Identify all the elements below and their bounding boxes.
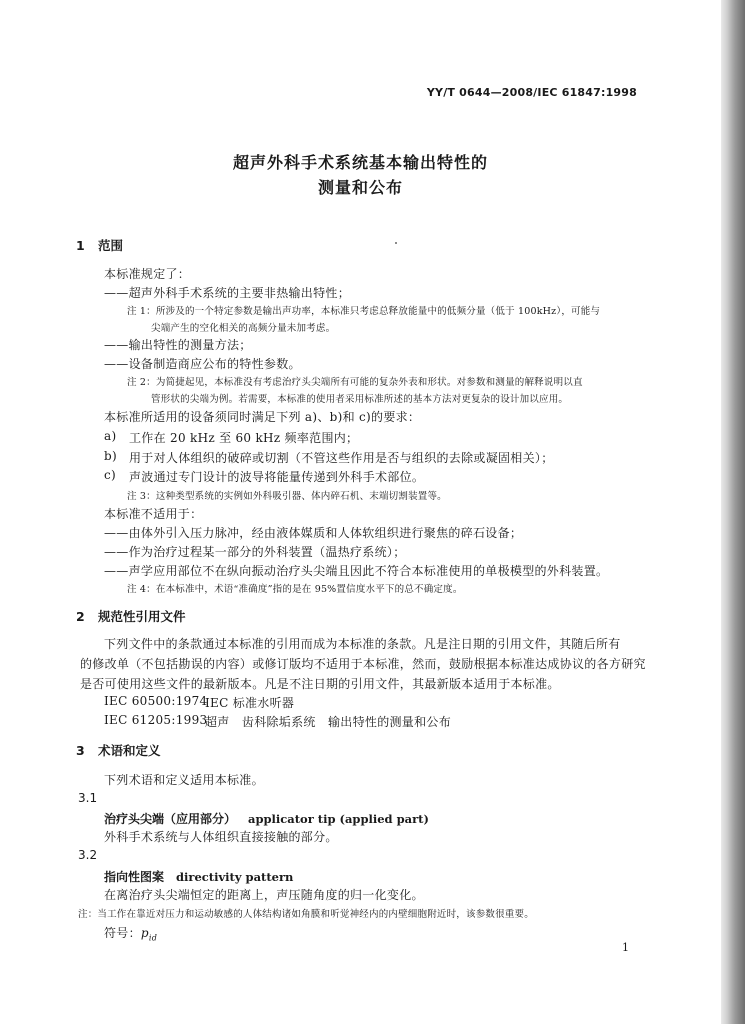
term-chinese: 指向性图案	[104, 870, 165, 884]
reference-title: IEC 标准水听器	[205, 696, 295, 710]
term-entry	[104, 866, 293, 885]
list-item: 声波通过专门设计的波导将能量传递到外科手术部位。	[129, 470, 425, 484]
paragraph: 本标准所适用的设备须同时满足下列 a)、b)和 c)的要求：	[104, 410, 421, 424]
list-item: ——声学应用部位不在纵向振动治疗头尖端且因此不符合本标准使用的单极模型的外科装置。	[104, 564, 609, 578]
page-number: 1	[622, 941, 629, 954]
list-label: c)	[104, 468, 117, 482]
clause-number: 3.2	[78, 848, 98, 862]
paragraph-line: 是否可使用这些文件的最新版本。凡是不注日期的引用文件，其最新版本适用于本标准。	[80, 677, 560, 691]
reference-code: IEC 60500:1974	[104, 694, 208, 708]
section-title: 范围	[98, 238, 124, 253]
paragraph-line: 的修改单（不包括勘误的内容）或修订版均不适用于本标准，然而，鼓励根据本标准达成协议的各方研究	[80, 657, 646, 671]
section-1-heading	[76, 236, 123, 254]
note-text: 注 2：为简捷起见，本标准没有考虑治疗头尖端所有可能的复杂外表和形状。对参数和测量的解释说明以直	[127, 377, 583, 388]
note-text: 注 1：所涉及的一个特定参数是输出声功率，本标准只考虑总释放能量中的低频分量（低于 100kHz），可能与	[127, 306, 601, 317]
list-item: ——设备制造商应公布的特性参数。	[104, 357, 301, 371]
symbol: p	[140, 926, 149, 940]
term-english: applicator tip (applied part)	[248, 812, 429, 826]
list-item: ——由体外引入压力脉冲，经由液体媒质和人体软组织进行聚焦的碎石设备；	[104, 526, 523, 540]
symbol-subscript: id	[148, 933, 158, 943]
section-title: 术语和定义	[98, 743, 161, 758]
term-english: directivity pattern	[176, 870, 294, 884]
term-entry	[104, 808, 429, 827]
note-text: 管形状的尖端为例。若需要，本标准的使用者采用标准所述的基本方法对更复杂的设计加以应用。	[151, 394, 569, 405]
list-item: ——作为治疗过程某一部分的外科装置（温热疗系统）；	[104, 545, 406, 559]
paragraph: 本标准规定了：	[104, 267, 191, 281]
standard-code: YY/T 0644—2008/IEC 61847:1998	[426, 86, 637, 99]
term-chinese: 治疗头尖端（应用部分）	[104, 812, 237, 826]
scan-edge-shadow	[721, 0, 745, 1024]
paragraph: 下列术语和定义适用本标准。	[104, 773, 264, 787]
list-item: 用于对人体组织的破碎或切割（不管这些作用是否与组织的去除或凝固相关）；	[129, 451, 554, 465]
list-label: b)	[104, 449, 117, 463]
document-title-line2: 测量和公布	[317, 178, 403, 197]
reference-title: 超声 齿科除垢系统 输出特性的测量和公布	[205, 715, 452, 729]
list-item: ——输出特性的测量方法；	[104, 338, 252, 352]
section-number: 3	[76, 743, 85, 758]
note-text: 尖端产生的空化相关的高频分量未加考虑。	[151, 323, 336, 334]
paragraph: 本标准不适用于：	[104, 507, 203, 521]
symbol-label: 符号：	[104, 926, 141, 940]
section-3-heading	[76, 741, 161, 759]
clause-number: 3.1	[78, 791, 98, 805]
term-definition: 在离治疗头尖端恒定的距离上，声压随角度的归一化变化。	[104, 888, 424, 902]
term-definition: 外科手术系统与人体组织直接接触的部分。	[104, 830, 338, 844]
reference-code: IEC 61205:1993	[104, 713, 208, 727]
section-title: 规范性引用文件	[98, 609, 186, 624]
symbol-line	[104, 924, 157, 942]
list-label: a)	[104, 429, 117, 443]
section-number: 1	[76, 238, 85, 253]
section-2-heading	[76, 607, 186, 625]
note-text: 注：当工作在靠近对压力和运动敏感的人体结构诸如角膜和听觉神经内的内壁细胞附近时，该参数很重要。	[78, 909, 534, 920]
list-item: ——超声外科手术系统的主要非热输出特性；	[104, 286, 351, 300]
list-item: 工作在 20 kHz 至 60 kHz 频率范围内；	[129, 431, 359, 445]
note-text: 注 4：在本标准中，术语“准确度”指的是在 95%置信度水平下的总不确定度。	[127, 584, 463, 595]
scan-speck	[395, 242, 397, 244]
document-title-line1: 超声外科手术系统基本输出特性的	[232, 153, 488, 172]
note-text: 注 3：这种类型系统的实例如外科吸引器、体内碎石机、末端切割装置等。	[127, 491, 447, 502]
paragraph-line: 下列文件中的条款通过本标准的引用而成为本标准的条款。凡是注日期的引用文件，其随后所有	[104, 637, 621, 651]
section-number: 2	[76, 609, 85, 624]
